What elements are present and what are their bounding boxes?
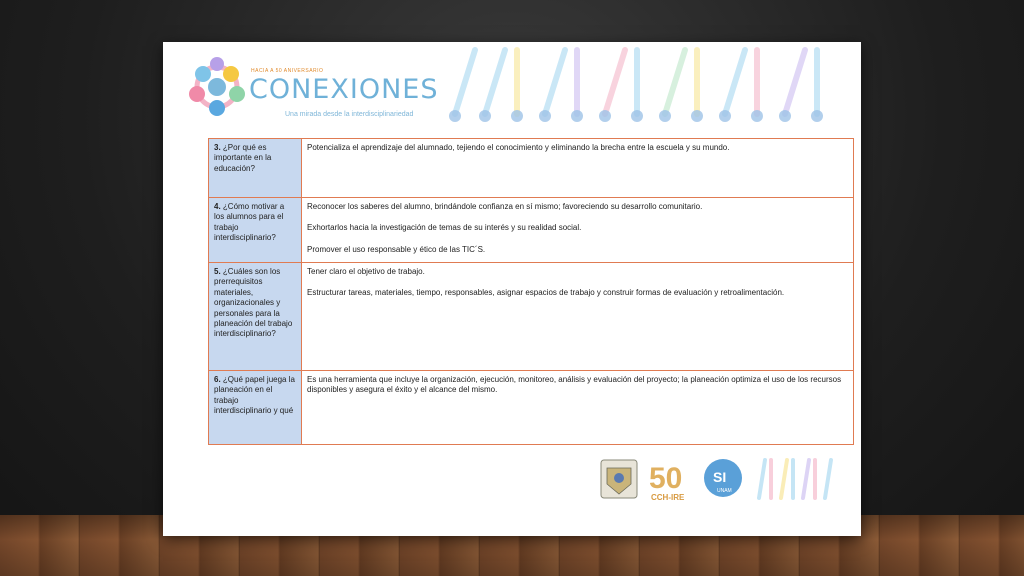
answer-cell[interactable] — [302, 371, 854, 445]
fifty-anniversary-logo — [649, 462, 685, 502]
question-number: 4. — [214, 202, 221, 211]
question-cell — [209, 263, 302, 371]
question-answer-table — [208, 138, 854, 445]
network-logo-icon — [185, 54, 249, 120]
si-logo-text: SI — [713, 469, 727, 485]
question-text: ¿Por qué es importante en la educación? — [214, 143, 272, 173]
question-text: ¿Cuáles son los prerrequisitos materiales, organizacionales y personales para la planeación del trabajo interdisciplinario? — [214, 267, 293, 339]
decorative-stripes-icon — [759, 460, 831, 498]
table-row — [209, 263, 854, 371]
answer-text: Estructurar tareas, materiales, tiempo, responsables, asignar espacios de trabajo y construir formas de evaluación y retroalimentación. — [307, 288, 785, 298]
logo-subtitle: Una mirada desde la interdisciplinariedad — [285, 111, 414, 118]
logo-50-number: 50 — [649, 462, 683, 495]
answer-cell[interactable] — [302, 263, 854, 371]
answer-text: Potencializa el aprendizaje del alumnado, tejiendo el conocimiento y eliminando la brecha entre la escuela y su mundo. — [307, 143, 730, 152]
answer-cell[interactable] — [302, 198, 854, 263]
logo-50-subtext: CCH-IRE — [651, 493, 685, 502]
answer-text: Reconocer los saberes del alumno, brindándole confianza en sí mismo; favoreciendo su desarrollo comunitario. — [307, 202, 703, 211]
answer-text: Es una herramienta que incluye la organización, ejecución, monitoreo, análisis y evaluación del proyecto; la planeación optimiza el uso de los recursos disponibles y asegura el éxito y el alcance del mismo. — [307, 375, 842, 395]
table-row — [209, 371, 854, 445]
question-cell — [209, 198, 302, 263]
question-text: ¿Cómo motivar a los alumnos para el trabajo interdisciplinario? — [214, 202, 285, 243]
decorative-stripe-banner — [445, 46, 845, 126]
unam-crest-icon — [601, 460, 637, 498]
question-text: ¿Qué papel juega la planeación en el trabajo interdisciplinario y qué — [214, 375, 295, 416]
answer-text: Tener claro el objetivo de trabajo. — [307, 267, 425, 276]
question-number: 6. — [214, 375, 221, 384]
table-row — [209, 139, 854, 198]
answer-text: Exhortarlos hacia la investigación de temas de su interés y su realidad social. — [307, 223, 582, 233]
logo-small-text: HACIA A 50 ANIVERSARIO — [251, 68, 324, 74]
answer-text: Promover el uso responsable y ético de las TIC´S. — [307, 244, 486, 254]
table-row — [209, 198, 854, 263]
footer-logos — [599, 454, 839, 504]
answer-cell[interactable] — [302, 139, 854, 198]
question-cell — [209, 139, 302, 198]
question-number: 5. — [214, 267, 221, 276]
si-logo-subtext: UNAM — [717, 488, 732, 494]
si-unam-logo — [704, 459, 742, 497]
question-cell — [209, 371, 302, 445]
presentation-slide — [163, 42, 861, 536]
conexiones-logo — [185, 54, 439, 124]
logo-title: CONEXIONES — [249, 74, 439, 105]
question-number: 3. — [214, 143, 221, 152]
